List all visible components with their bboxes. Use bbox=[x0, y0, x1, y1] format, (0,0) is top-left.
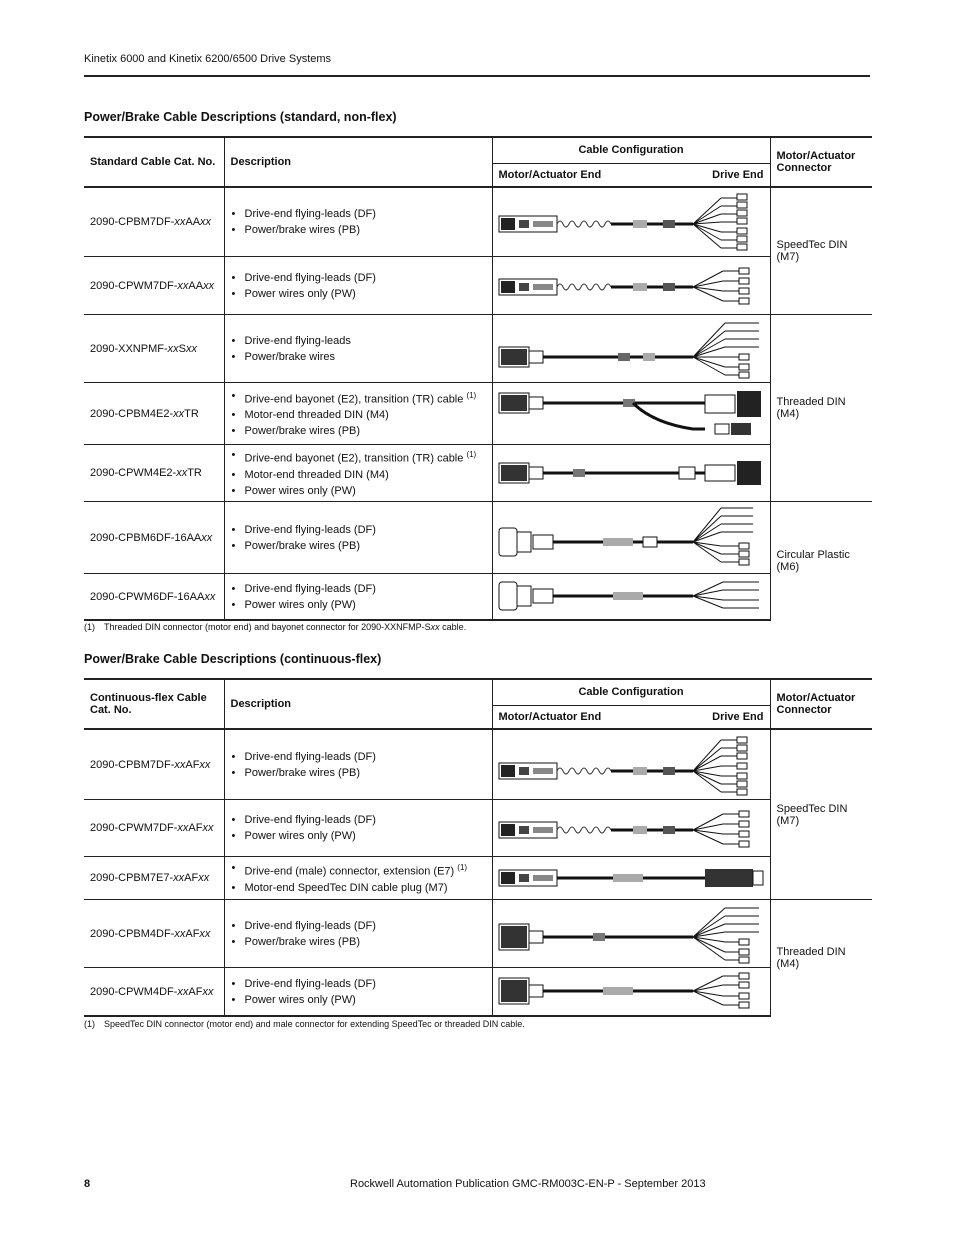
cat-no: 2090-CPBM4DF-xxAFxx bbox=[84, 900, 224, 968]
t1-header-drive-end: Drive End bbox=[712, 168, 764, 181]
cable-diagram-circular-plastic-flying-leads bbox=[492, 502, 770, 574]
cat-no: 2090-CPWM4E2-xxTR bbox=[84, 445, 224, 502]
footnote-ref: (1) bbox=[466, 390, 477, 400]
description: • Drive-end flying-leads (DF) • Power wires only (PW) bbox=[224, 800, 492, 857]
cat-no: 2090-CPBM6DF-16AAxx bbox=[84, 502, 224, 574]
cat-no: 2090-CPBM7DF-xxAFxx bbox=[84, 729, 224, 800]
table2-title: Power/Brake Cable Descriptions (continuous-flex) bbox=[84, 652, 382, 666]
table-row bbox=[84, 315, 872, 383]
t2-header-motor-end: Motor/Actuator End bbox=[498, 710, 602, 723]
t2-header-connector: Motor/Actuator Connector bbox=[770, 679, 872, 729]
table1 bbox=[84, 136, 872, 621]
description: • Drive-end flying-leads • Power/brake wires bbox=[224, 315, 492, 383]
t2-header-desc: Description bbox=[224, 679, 492, 729]
description: • Drive-end flying-leads (DF) • Power wires only (PW) bbox=[224, 257, 492, 315]
t1-header-motor-end: Motor/Actuator End bbox=[498, 168, 602, 181]
table-row bbox=[84, 445, 872, 502]
cable-diagram-threaded-din-bayonet-transition bbox=[492, 383, 770, 445]
cable-diagram-speedtec-flying-leads bbox=[492, 729, 770, 800]
t2-header-drive-end: Drive End bbox=[712, 710, 764, 723]
table-row bbox=[84, 187, 872, 257]
header-rule bbox=[84, 75, 870, 77]
table-row bbox=[84, 900, 872, 968]
publication-info: Rockwell Automation Publication GMC-RM003C-EN-P - September 2013 bbox=[350, 1178, 706, 1190]
table-row bbox=[84, 257, 872, 315]
description: • Drive-end flying-leads (DF) • Power wires only (PW) bbox=[224, 968, 492, 1017]
page-number: 8 bbox=[84, 1178, 91, 1190]
description: • Drive-end flying-leads (DF) • Power wires only (PW) bbox=[224, 574, 492, 621]
cable-diagram-speedtec-flying-leads bbox=[492, 187, 770, 257]
connector-type: Threaded DIN (M4) bbox=[770, 900, 872, 1017]
running-header: Kinetix 6000 and Kinetix 6200/6500 Drive Systems bbox=[84, 53, 332, 65]
cat-no: 2090-CPWM7DF-xxAAxx bbox=[84, 257, 224, 315]
description: • Drive-end bayonet (E2), transition (TR) cable $^{(1)}$ • Motor-end threaded DIN (M4) • Power wires only (PW) bbox=[224, 445, 492, 502]
t2-header-cfg: Cable Configuration bbox=[492, 679, 770, 705]
connector-type: SpeedTec DIN (M7) bbox=[770, 729, 872, 900]
description: • Drive-end flying-leads (DF) • Power/brake wires (PB) bbox=[224, 187, 492, 257]
cable-diagram-threaded-din-flying-leads bbox=[492, 900, 770, 968]
table1-title: Power/Brake Cable Descriptions (standard, non-flex) bbox=[84, 110, 397, 124]
cat-no: 2090-CPWM4DF-xxAFxx bbox=[84, 968, 224, 1017]
table-row bbox=[84, 800, 872, 857]
footnote-ref: (1) bbox=[457, 863, 468, 873]
table1-footnote: (1) Threaded DIN connector (motor end) and bayonet connector for 2090-XXNFMP-Sxx cable. bbox=[84, 622, 467, 632]
t1-header-desc: Description bbox=[224, 137, 492, 187]
t2-header-ends bbox=[492, 705, 770, 729]
cat-no: 2090-CPBM4E2-xxTR bbox=[84, 383, 224, 445]
cable-diagram-threaded-din-flying-leads bbox=[492, 968, 770, 1017]
footnote-ref: (1) bbox=[466, 450, 477, 460]
cat-no: 2090-CPBM7E7-xxAFxx bbox=[84, 857, 224, 900]
cable-diagram-threaded-din-flying-leads bbox=[492, 315, 770, 383]
cat-no: 2090-XXNPMF-xxSxx bbox=[84, 315, 224, 383]
description: • Drive-end flying-leads (DF) • Power/brake wires (PB) bbox=[224, 729, 492, 800]
table2 bbox=[84, 678, 872, 1017]
t1-header-connector: Motor/Actuator Connector bbox=[770, 137, 872, 187]
description: • Drive-end flying-leads (DF) • Power/brake wires (PB) bbox=[224, 900, 492, 968]
description: • Drive-end flying-leads (DF) • Power/brake wires (PB) bbox=[224, 502, 492, 574]
t1-header-cfg: Cable Configuration bbox=[492, 137, 770, 163]
cable-diagram-speedtec-flying-leads bbox=[492, 800, 770, 857]
connector-type: Threaded DIN (M4) bbox=[770, 315, 872, 502]
table2-footnote: (1) SpeedTec DIN connector (motor end) and male connector for extending SpeedTec or threaded DIN cable. bbox=[84, 1019, 525, 1029]
cat-no: 2090-CPBM7DF-xxAAxx bbox=[84, 187, 224, 257]
table-row bbox=[84, 968, 872, 1017]
cat-no: 2090-CPWM6DF-16AAxx bbox=[84, 574, 224, 621]
table-row bbox=[84, 729, 872, 800]
cable-diagram-circular-plastic-flying-leads bbox=[492, 574, 770, 621]
table-row bbox=[84, 574, 872, 621]
table-row bbox=[84, 502, 872, 574]
connector-type: Circular Plastic (M6) bbox=[770, 502, 872, 621]
t1-header-cat: Standard Cable Cat. No. bbox=[84, 137, 224, 187]
cat-no: 2090-CPWM7DF-xxAFxx bbox=[84, 800, 224, 857]
connector-type: SpeedTec DIN (M7) bbox=[770, 187, 872, 315]
cable-diagram-threaded-din-bayonet-transition bbox=[492, 445, 770, 502]
cable-diagram-speedtec-extension bbox=[492, 857, 770, 900]
table-row bbox=[84, 383, 872, 445]
t1-header-ends bbox=[492, 163, 770, 187]
cable-diagram-speedtec-flying-leads bbox=[492, 257, 770, 315]
description: • Drive-end (male) connector, extension (E7) $^{(1)}$ • Motor-end SpeedTec DIN cable plug (M7) bbox=[224, 857, 492, 900]
table-row bbox=[84, 857, 872, 900]
description: • Drive-end bayonet (E2), transition (TR) cable $^{(1)}$ • Motor-end threaded DIN (M4) • Power/brake wires (PB) bbox=[224, 383, 492, 445]
t2-header-cat: Continuous-flex Cable Cat. No. bbox=[84, 679, 224, 729]
